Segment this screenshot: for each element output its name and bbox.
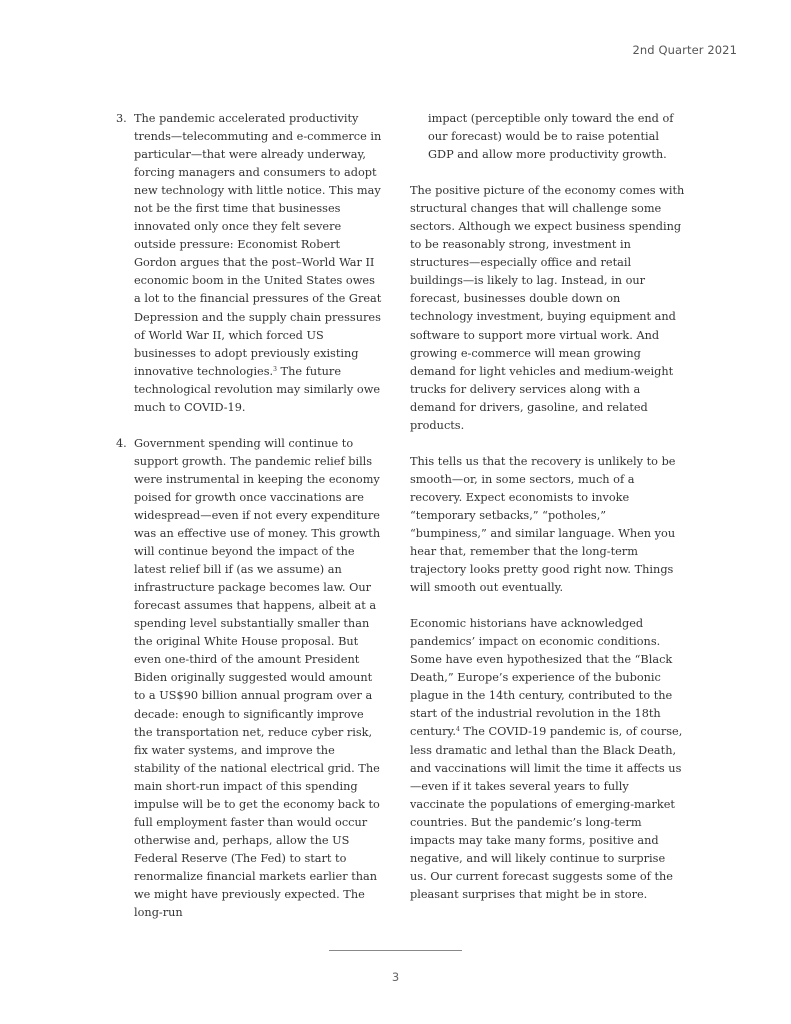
paragraph-economic-historians (410, 615, 685, 904)
list-item-4 (116, 435, 384, 922)
list-item-4-continued: impact (perceptible only toward the end of our forecast) would be to raise potential GDP and allow more productivity growth. (428, 112, 674, 162)
footnote-ref: 4 (455, 726, 460, 734)
paragraph-recovery: This tells us that the recovery is unlikely to be smooth—or, in some sectors, much of a recovery. Expect economists to invoke “temporary setbacks,” “potholes,” “bumpiness,” and similar language. When you hear that, remember that the long-term trajectory looks pretty good right now. Things will smooth out eventually. (410, 454, 676, 595)
text-segment: The future technological revolution may similarly owe much to COVID-19. (134, 364, 381, 414)
list-number: 3. (116, 112, 127, 125)
footer-divider (329, 950, 462, 951)
paragraph-structural-changes: The positive picture of the economy comes with structural changes that will challenge some sectors. Although we expect business spending to be reasonably strong, investment in structures—especially office and retail buildings—is likely to lag. Instead, in our forecast, businesses double down on technology investment, buying equipment and software to support more virtual work. And growing e-commerce will mean growing demand for light vehicles and medium-weight trucks for delivery services along with a demand for drivers, gasoline, and related products. (410, 184, 685, 432)
report-header: 2nd Quarter 2021 (632, 43, 737, 57)
page-number: 3 (391, 970, 400, 984)
text-segment: The COVID-19 pandemic is, of course, less dramatic and lethal than the Black Death, and vaccinations will limit the time it affects us—even if it takes several years to fully vaccinate the populations of emerging-market countries. But the pandemic’s long-term impacts may take many forms, positive and negative, and will likely continue to surprise us. Our current forecast suggests some of the pleasant surprises that might be in store. (410, 725, 683, 901)
left-column (116, 110, 384, 922)
list-item-text (134, 110, 384, 417)
list-number: 4. (116, 436, 127, 450)
text-segment: The pandemic accelerated productivity trends—telecommuting and e-commerce in particular—that were already underway, forcing managers and consumers to adopt new technology with little notice. This may not be the first time that businesses innovated only once they felt severe outside pressure: Economist Robert Gordon argues that the post–World War II economic boom in the United States owes a lot to the financial pressures of the Great Depression and the supply chain pressures of World War II, which forced US businesses to adopt previously existing innovative technologies. (134, 112, 382, 378)
footnote-ref: 3 (273, 365, 277, 373)
list-item-3 (116, 110, 384, 417)
right-column (410, 110, 685, 904)
text-segment: Economic historians have acknowledged pandemics’ impact on economic conditions. Some have even hypothesized that the “Black Death,” Europe’s experience of the bubonic plague in the 14th century, contributed to the start of the industrial revolution in the 18th century. (410, 617, 673, 739)
list-item-text: Government spending will continue to support growth. The pandemic relief bills were instrumental in keeping the economy poised for growth once vaccinations are widespread—even if not every expenditure was an effective use of money. This growth will continue beyond the impact of the latest relief bill if (as we assume) an infrastructure package becomes law. Our forecast assumes that happens, albeit at a spending level substantially smaller than the original White House proposal. But even one-third of the amount President Biden originally suggested would amount to a US$90 billion annual program over a decade: enough to significantly improve the transportation net, reduce cyber risk, fix water systems, and improve the stability of the national electrical grid. The main short-run impact of this spending impulse will be to get the economy back to full employment faster than would occur otherwise and, perhaps, allow the US Federal Reserve (The Fed) to start to renormalize financial markets earlier than we might have previously expected. The long-run (134, 436, 381, 920)
